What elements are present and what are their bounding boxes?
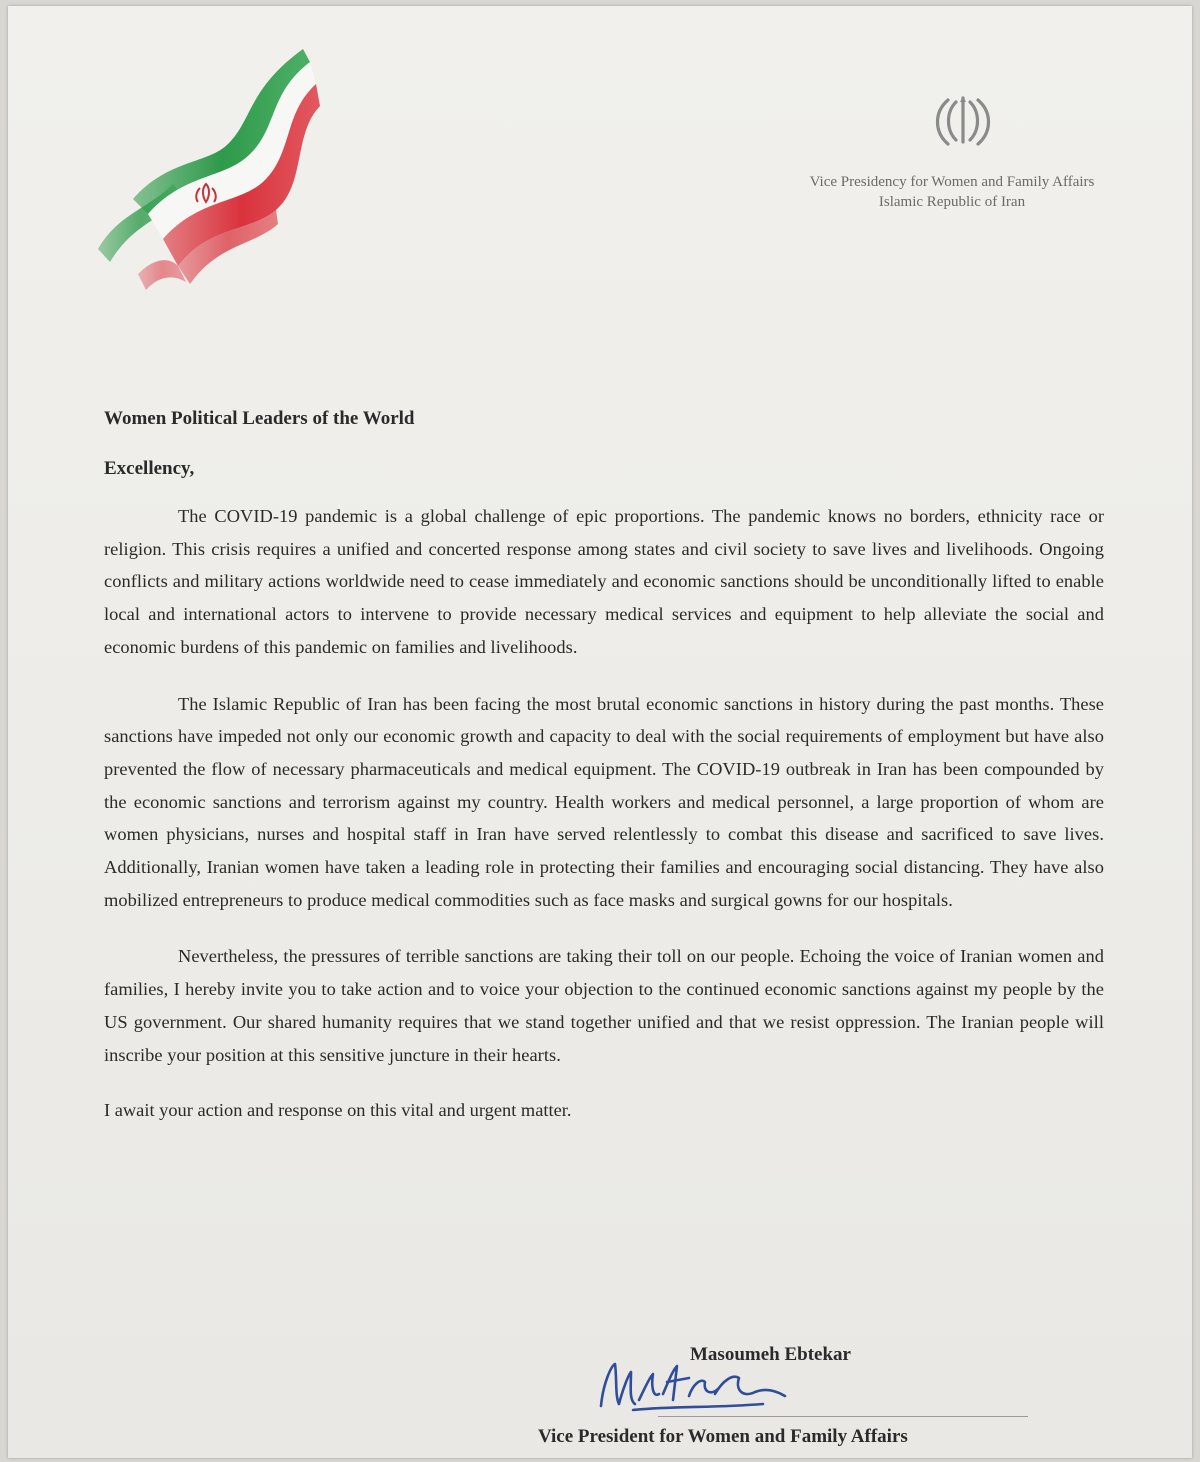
signature-rule [658,1416,1028,1417]
iran-emblem-icon [928,92,998,150]
organization-line-2: Islamic Republic of Iran [878,194,1026,210]
paragraph-3: Nevertheless, the pressures of terrible sanctions are taking their toll on our people. Echoing the voice of Iranian women and families, I hereby invite you to take action and to voice your objection to the continued economic sanctions against my people by the US government. Our shared humanity requires that we stand together unified and that we resist oppression. The Iranian people will inscribe your position at this sensitive juncture in their hearts. [104,946,1104,1065]
recipient-line: Women Political Leaders of the World [104,408,415,429]
closing-line: I await your action and response on this vital and urgent matter. [104,1100,572,1121]
organization-heading [752,172,1152,212]
signatory-title: Vice President for Women and Family Affairs [538,1426,908,1447]
letter-body [104,408,1104,1125]
letter-page [8,6,1192,1458]
paragraph-2: The Islamic Republic of Iran has been facing the most brutal economic sanctions in history during the past months. These sanctions have impeded not only our economic growth and capacity to deal with the social requirements of employment but have also prevented the flow of necessary pharmaceuticals and medical equipment. The COVID-19 outbreak in Iran has been compounded by the economic sanctions and terrorism against my country. Health workers and medical personnel, a large proportion of whom are women physicians, nurses and hospital staff in Iran have served relentlessly to combat this disease and sacrificed to save lives. Additionally, Iranian women have taken a leading role in protecting their families and encouraging social distancing. They have also mobilized entrepreneurs to produce medical commodities such as face masks and surgical gowns for our hospitals. [104,693,1104,910]
paragraph-1: The COVID-19 pandemic is a global challenge of epic proportions. The pandemic knows no borders, ethnicity race or religion. This crisis requires a unified and concerted response among states and civil society to save lives and livelihoods. Ongoing conflicts and military actions worldwide need to cease immediately and economic sanctions should be unconditionally lifted to enable local and international actors to intervene to provide necessary medical services and equipment to help alleviate the social and economic burdens of this pandemic on families and livelihoods. [104,506,1104,657]
organization-line-1: Vice Presidency for Women and Family Affairs [809,174,1095,190]
salutation: Excellency, [104,458,195,479]
iran-flag-ribbon-icon [78,34,328,304]
signatory-name: Masoumeh Ebtekar [690,1344,851,1365]
